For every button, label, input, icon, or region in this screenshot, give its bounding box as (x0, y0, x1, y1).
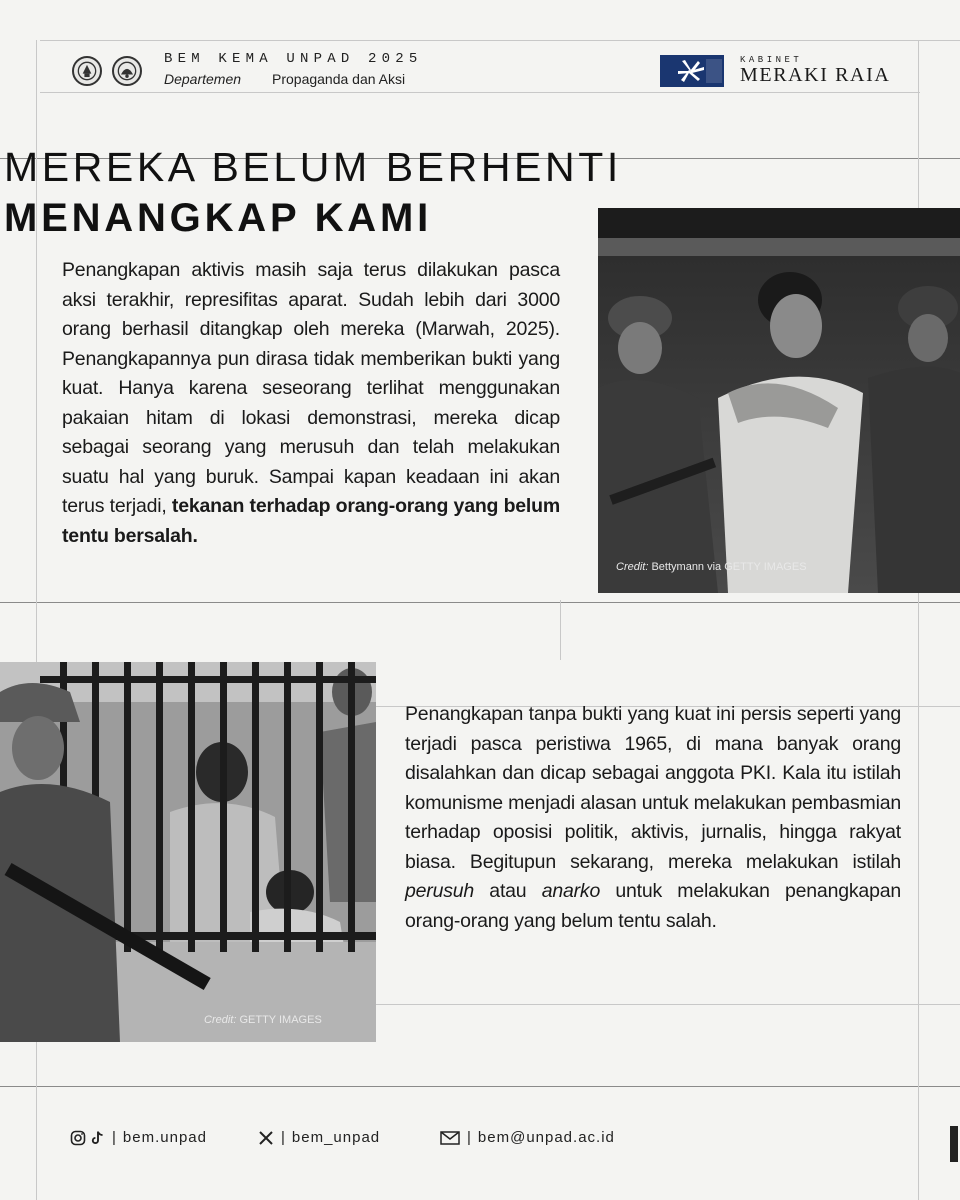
paragraph-1-bold: tekanan terhadap orang-orang yang belum tentu bersalah. (62, 495, 561, 547)
photo-1-credit (616, 561, 807, 573)
paragraph-2 (405, 700, 901, 936)
grid-line-footer (0, 1086, 960, 1087)
header (0, 0, 960, 100)
department-name: Propaganda dan Aksi (272, 71, 406, 87)
footer-separator: | (112, 1129, 117, 1146)
grid-line-mid (0, 602, 960, 603)
photo-2-credit-source: GETTY IMAGES (239, 1014, 322, 1026)
grid-line-lower (376, 1004, 960, 1005)
photo-1-credit-source: Bettymann via GETTY IMAGES (651, 561, 807, 573)
cabinet-label: KABINET (740, 55, 803, 65)
mail-icon (440, 1130, 460, 1146)
footer-social-x[interactable] (258, 1129, 380, 1146)
footer-email[interactable] (440, 1129, 615, 1146)
x-handle: bem_unpad (291, 1129, 381, 1146)
photo-2-credit-label: Credit: (204, 1014, 237, 1026)
paragraph-1 (62, 256, 560, 551)
cabinet-name: MERAKI RAIA (740, 64, 891, 86)
paragraph-2-italic-2: anarko (541, 880, 601, 902)
paragraph-1-text: Penangkapan aktivis masih saja terus dilakukan pasca aksi terakhir, represifitas aparat. Sudah lebih dari 3000 orang berhasil ditangkap oleh mereka (Marwah, 2025). Penangkapannya pun dirasa tidak memberikan bukti yang kuat. Hanya karena seseorang terlihat menggunakan pakaian hitam di lokasi demonstrasi, mereka dicap sebagai seorang yang merusuh dan telah melakukan suatu hal yang buruk. Sampai kapan keadaan ini akan terus terjadi, (62, 259, 560, 517)
paragraph-2-part-2: atau (474, 880, 542, 902)
photo-1-credit-label: Credit: (616, 561, 649, 573)
grid-line-mid-v (560, 600, 561, 660)
paragraph-2-part-1: Penangkapan tanpa bukti yang kuat ini persis seperti yang terjadi pasca peristiwa 1965, di mana banyak orang disalahkan dan dicap sebagai anggota PKI. Kala itu istilah komunisme menjadi alasan untuk melakukan pembasmian terhadap oposisi politik, aktivis, jurnalis, hingga rakyat biasa. Begitupun sekarang, mereka melakukan istilah (405, 703, 901, 873)
photo-arrest-1 (598, 208, 960, 593)
headline-line-2: MENANGKAP KAMI (4, 196, 433, 240)
paragraph-2-italic-1: perusuh (405, 880, 475, 902)
instagram-handle: bem.unpad (122, 1129, 207, 1146)
corner-mark (950, 1126, 958, 1162)
bem-seal-logo (112, 56, 142, 86)
org-title: BEM KEMA UNPAD 2025 (164, 51, 423, 67)
headline-line-1: MEREKA BELUM BERHENTI (4, 144, 622, 190)
footer-social-instagram-tiktok[interactable] (70, 1129, 207, 1146)
footer-separator: | (467, 1129, 472, 1146)
email-address: bem@unpad.ac.id (477, 1129, 615, 1146)
tiktok-icon (89, 1130, 105, 1146)
footer-separator: | (281, 1129, 286, 1146)
unpad-seal-logo (72, 56, 102, 86)
paragraph-2-part-3: untuk melakukan penangkapan orang-orang yang belum tentu salah. (405, 880, 902, 932)
photo-2-credit (204, 1014, 322, 1026)
x-icon (258, 1130, 274, 1146)
department-label: Departemen (164, 71, 242, 87)
photo-prison-bars (0, 662, 376, 1042)
cabinet-logo (660, 55, 724, 87)
instagram-icon (70, 1130, 86, 1146)
